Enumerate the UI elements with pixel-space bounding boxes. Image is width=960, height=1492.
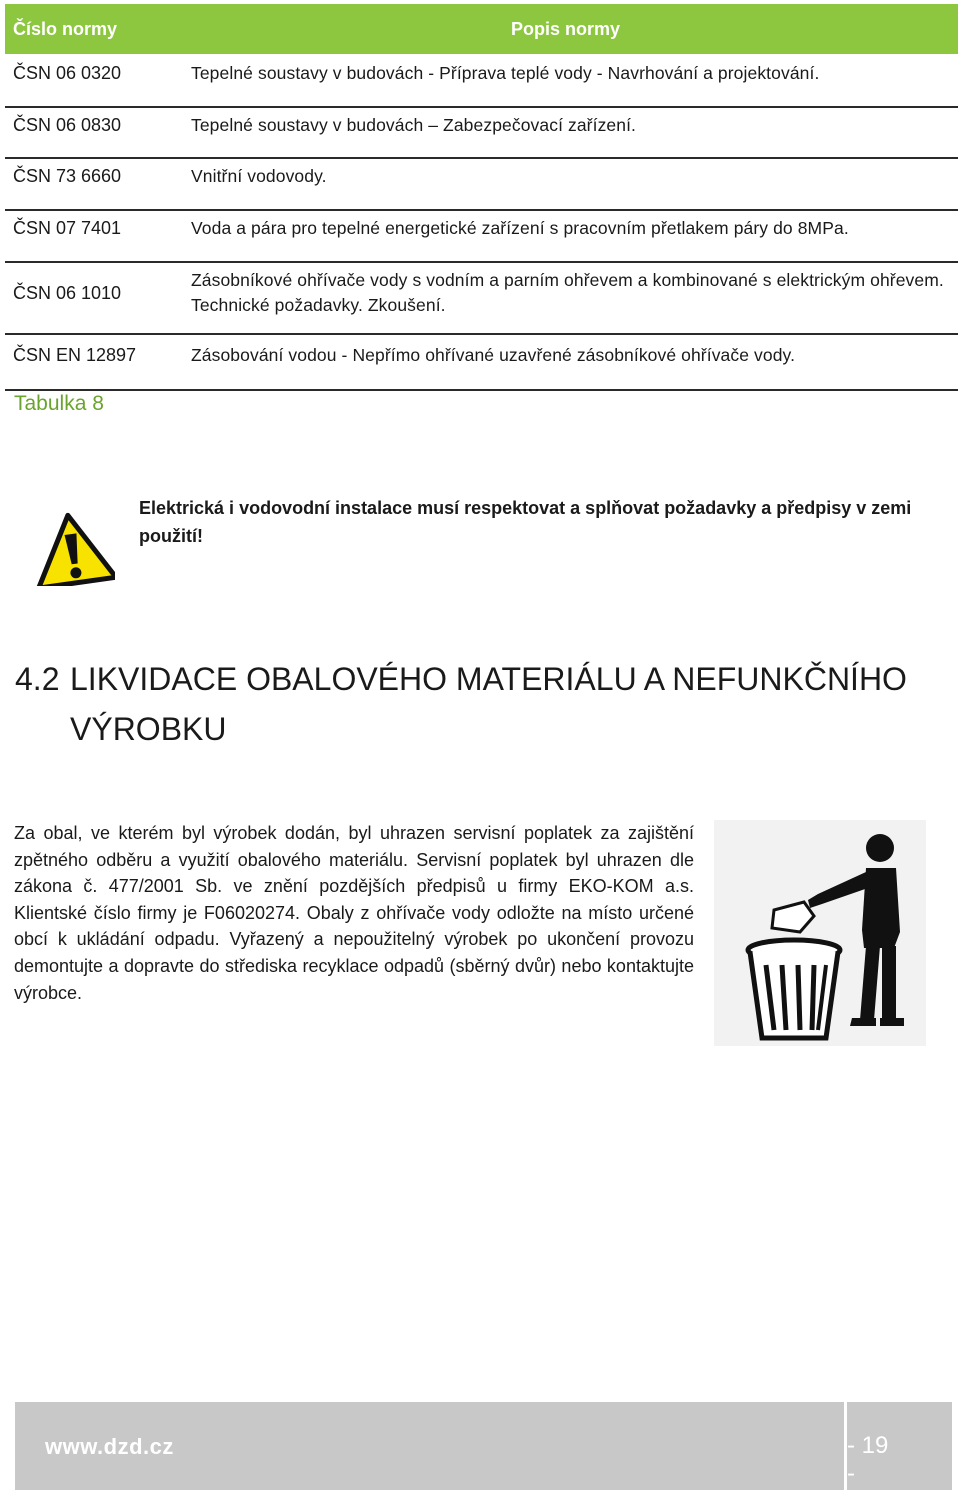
table-row (5, 159, 958, 194)
row-divider (5, 246, 958, 263)
row-divider (5, 375, 958, 391)
page-footer (15, 1402, 952, 1490)
table-row (5, 56, 958, 91)
table-row (5, 263, 958, 323)
section-title: LIKVIDACE OBALOVÉHO MATERIÁLU A NEFUNKČNÍHO VÝROBKU (70, 661, 907, 747)
row-description: Zásobníkové ohřívače vody s vodním a parním ohřevem a kombinované s elektrickým ohřevem. Technické požadavky. Zkoušení. (191, 270, 944, 315)
row-divider (5, 143, 958, 159)
header-number: Číslo normy (13, 18, 118, 39)
row-number: ČSN 73 6660 (13, 166, 122, 186)
row-description: Tepelné soustavy v budovách – Zabezpečovací zařízení. (191, 115, 637, 135)
footer-url[interactable]: www.dzd.cz (45, 1434, 174, 1459)
table-row (5, 211, 958, 246)
page-number: - 19 - (847, 1432, 889, 1487)
warning-triangle-icon (31, 512, 115, 591)
row-description: Voda a pára pro tepelné energetické zařízení s pracovním přetlakem páry do 8MPa. (191, 218, 849, 238)
warning-text: Elektrická i vodovodní instalace musí respektovat a splňovat požadavky a předpisy v zemi použití! (139, 498, 912, 546)
waste-bin-person-icon (714, 820, 926, 1051)
table-caption: Tabulka 8 (14, 392, 104, 415)
row-divider (5, 91, 958, 108)
standards-table (5, 4, 958, 365)
row-number: ČSN EN 12897 (13, 344, 137, 365)
table-row (5, 108, 958, 143)
row-description: Tepelné soustavy v budovách - Příprava teplé vody - Navrhování a projektování. (191, 63, 820, 83)
table-row (5, 335, 958, 375)
row-number: ČSN 06 0830 (13, 115, 122, 135)
row-number: ČSN 06 0320 (13, 63, 122, 83)
row-divider (5, 323, 958, 335)
row-description: Vnitřní vodovody. (191, 166, 327, 186)
section-number: 4.2 (15, 661, 60, 697)
row-number: ČSN 06 1010 (13, 282, 122, 303)
row-number: ČSN 07 7401 (13, 218, 122, 238)
table-header (5, 4, 958, 54)
footer-left-panel (15, 1402, 844, 1490)
row-description: Zásobování vodou - Nepřímo ohřívané uzavřené zásobníkové ohřívače vody. (191, 344, 796, 365)
disposal-paragraph: Za obal, ve kterém byl výrobek dodán, byl uhrazen servisní poplatek za zajištění zpětného odběru a využití obalového materiálu. Servisní poplatek byl uhrazen dle zákona č. 477/2001 Sb. ve znění pozdějších předpisů u firmy EKO-KOM a.s. Klientské číslo firmy je F06020274. Obaly z ohřívače vody odložte na místo určené obcí k ukládání odpadu. Vyřazený a nepoužitelný výrobek po ukončení provozu demontujte a dopravte do střediska recyklace odpadů (sběrný dvůr) nebo kontaktujte výrobce. (14, 823, 694, 1003)
footer-right-panel (847, 1402, 952, 1490)
row-divider (5, 194, 958, 211)
header-description: Popis normy (510, 18, 621, 39)
